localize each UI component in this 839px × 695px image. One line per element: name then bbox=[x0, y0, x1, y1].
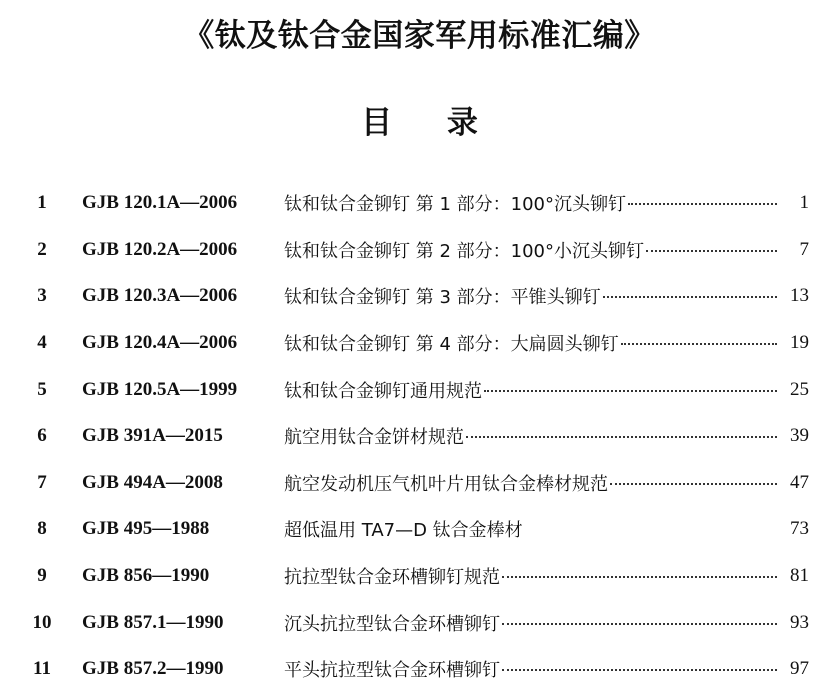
toc-entry[interactable] bbox=[0, 413, 839, 460]
toc-leader-dots bbox=[646, 250, 777, 252]
toc-entry-page: 39 bbox=[790, 425, 809, 447]
toc-entry-title-line bbox=[284, 330, 777, 356]
toc-entry-title-line bbox=[284, 563, 777, 589]
toc-entry-title: 钛和钛合金铆钉 第 1 部分：100°沉头铆钉 bbox=[284, 194, 626, 216]
toc-leader-dots bbox=[628, 203, 777, 205]
toc-entry-page: 7 bbox=[799, 238, 809, 260]
toc-entry-title-line bbox=[284, 610, 777, 636]
toc-entry-title: 钛和钛合金铆钉 第 4 部分：大扁圆头铆钉 bbox=[284, 334, 619, 356]
toc-entry-title: 钛和钛合金铆钉 第 2 部分：100°小沉头铆钉 bbox=[284, 240, 644, 262]
toc-entry-page: 1 bbox=[799, 192, 809, 214]
toc-entry-title-line bbox=[284, 656, 777, 682]
toc-entry-page: 73 bbox=[790, 518, 809, 540]
toc-entry-title: 抗拉型钛合金环槽铆钉规范 bbox=[284, 567, 500, 589]
toc-entry-title: 钛和钛合金铆钉 第 3 部分：平锥头铆钉 bbox=[284, 287, 601, 309]
toc-entry[interactable] bbox=[0, 599, 839, 646]
toc-entry-index: 10 bbox=[32, 611, 52, 633]
toc-entry-index: 3 bbox=[37, 285, 47, 307]
toc-entry-code: GJB 494A—2008 bbox=[82, 471, 223, 493]
toc-entry-code: GJB 120.1A—2006 bbox=[82, 192, 238, 214]
toc-entry[interactable] bbox=[0, 180, 839, 227]
toc-entry-title: 航空发动机压气机叶片用钛合金棒材规范 bbox=[284, 473, 608, 495]
toc-entry-title-line bbox=[284, 377, 777, 403]
toc-entry-index: 5 bbox=[37, 378, 47, 400]
toc-entry[interactable] bbox=[0, 460, 839, 507]
toc-entry-index: 9 bbox=[37, 565, 47, 587]
toc-entry-code: GJB 120.3A—2006 bbox=[82, 285, 238, 307]
toc-entry[interactable] bbox=[0, 553, 839, 600]
toc-entry-title: 钛和钛合金铆钉通用规范 bbox=[284, 380, 482, 402]
toc-entry-title-line bbox=[284, 190, 777, 216]
toc-entry-index: 8 bbox=[37, 518, 47, 540]
toc-leader-dots bbox=[603, 296, 777, 298]
toc-entry-title: 平头抗拉型钛合金环槽铆钉 bbox=[284, 660, 500, 682]
toc-entry-index: 4 bbox=[37, 332, 47, 354]
toc-entry-page: 97 bbox=[790, 658, 809, 680]
toc-entry-title: 超低温用 TA7—D 钛合金棒材 bbox=[284, 520, 523, 542]
toc-leader-dots bbox=[502, 623, 777, 625]
toc-entry-title-line bbox=[284, 237, 777, 263]
toc-entry-page: 13 bbox=[790, 285, 809, 307]
toc-entry-title-line bbox=[284, 470, 777, 496]
toc-entry-code: GJB 391A—2015 bbox=[82, 425, 223, 447]
toc-entry-code: GJB 495—1988 bbox=[82, 518, 210, 540]
toc-entry-title-line bbox=[284, 283, 777, 309]
toc-entry-code: GJB 857.1—1990 bbox=[82, 611, 224, 633]
toc-leader-dots bbox=[610, 483, 777, 485]
toc-entry-page: 47 bbox=[790, 471, 809, 493]
page-title: 《钛及钛合金国家军用标准汇编》 bbox=[183, 18, 656, 54]
toc-entry-code: GJB 856—1990 bbox=[82, 565, 210, 587]
toc-entry-code: GJB 120.2A—2006 bbox=[82, 238, 238, 260]
toc-entry-code: GJB 857.2—1990 bbox=[82, 658, 224, 680]
toc-entry-code: GJB 120.5A—1999 bbox=[82, 378, 238, 400]
toc-entry-page: 81 bbox=[790, 565, 809, 587]
toc-leader-dots bbox=[502, 576, 777, 578]
toc-entry-title: 沉头抗拉型钛合金环槽铆钉 bbox=[284, 613, 500, 635]
toc-heading: 目 录 bbox=[361, 105, 500, 141]
toc-entry-page: 93 bbox=[790, 611, 809, 633]
toc-leader-dots bbox=[621, 343, 777, 345]
toc-entry-index: 2 bbox=[37, 238, 47, 260]
toc-entry-page: 25 bbox=[790, 378, 809, 400]
toc-entry[interactable] bbox=[0, 506, 839, 553]
toc-entry-title-line bbox=[284, 423, 777, 449]
toc-entry-index: 7 bbox=[37, 471, 47, 493]
toc-entry-index: 11 bbox=[33, 658, 51, 680]
toc-entry-code: GJB 120.4A—2006 bbox=[82, 332, 238, 354]
toc-leader-dots bbox=[466, 436, 777, 438]
toc-entry-page: 19 bbox=[790, 332, 809, 354]
toc-entry-title-line bbox=[284, 516, 777, 542]
table-of-contents bbox=[0, 180, 839, 693]
toc-leader-dots bbox=[502, 669, 777, 671]
toc-entry-title: 航空用钛合金饼材规范 bbox=[284, 427, 464, 449]
toc-entry-index: 6 bbox=[37, 425, 47, 447]
toc-entry[interactable] bbox=[0, 227, 839, 274]
toc-entry[interactable] bbox=[0, 320, 839, 367]
toc-leader-dots bbox=[484, 390, 777, 392]
toc-entry[interactable] bbox=[0, 646, 839, 693]
toc-entry[interactable] bbox=[0, 366, 839, 413]
toc-entry[interactable] bbox=[0, 273, 839, 320]
toc-entry-index: 1 bbox=[37, 192, 47, 214]
